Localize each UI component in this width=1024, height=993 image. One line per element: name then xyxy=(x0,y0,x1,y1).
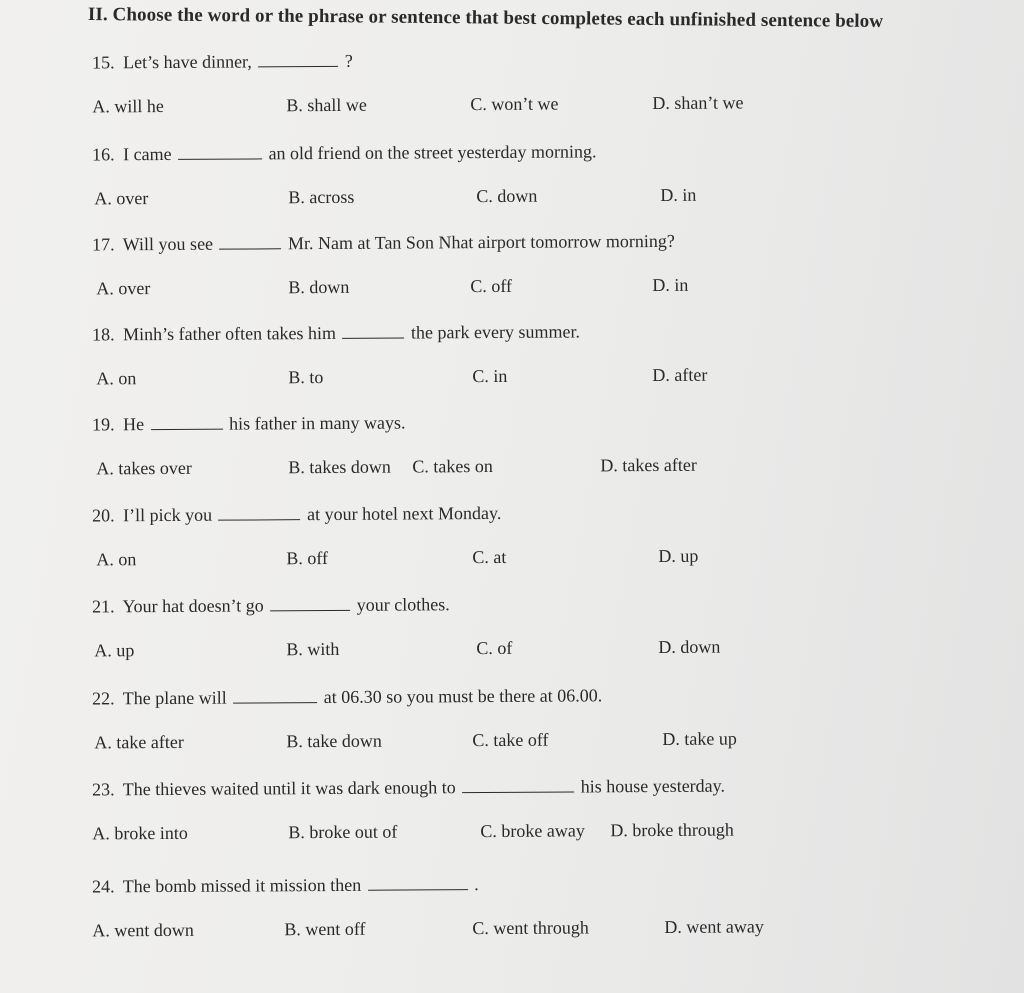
option-b: B. with xyxy=(286,638,340,660)
question-23 xyxy=(0,773,1024,869)
question-number: 18. xyxy=(92,324,115,345)
question-number: 16. xyxy=(92,144,115,165)
answer-blank xyxy=(178,142,262,160)
option-a: A. on xyxy=(96,549,137,570)
option-a: A. take after xyxy=(94,731,184,753)
option-a: A. over xyxy=(96,278,151,299)
option-c: C. of xyxy=(476,637,513,659)
question-20 xyxy=(0,499,1024,595)
option-d: D. takes after xyxy=(600,454,697,476)
question-number: 21. xyxy=(92,596,115,617)
stem-after: his father in many ways. xyxy=(229,412,406,434)
stem-after: ? xyxy=(344,50,353,71)
option-d: D. in xyxy=(660,184,697,205)
stem-after: an old friend on the street yesterday morning. xyxy=(268,141,597,164)
option-a: A. up xyxy=(94,640,135,661)
question-number: 15. xyxy=(92,52,115,73)
option-b: B. take down xyxy=(286,730,382,752)
question-21 xyxy=(0,590,1024,686)
question-number: 17. xyxy=(92,234,115,255)
option-a: A. broke into xyxy=(92,822,188,844)
question-number: 23. xyxy=(92,779,115,800)
question-stem xyxy=(92,502,501,526)
option-b: B. went off xyxy=(284,918,366,940)
option-c: C. went through xyxy=(472,917,589,939)
question-number: 22. xyxy=(92,688,115,709)
question-19 xyxy=(0,408,1024,504)
option-a: A. went down xyxy=(92,919,194,941)
answer-blank xyxy=(368,873,468,891)
stem-before: Minh’s father often takes him xyxy=(123,322,337,345)
stem-before: I’ll pick you xyxy=(123,504,213,526)
question-number: 20. xyxy=(92,505,115,526)
question-number: 19. xyxy=(92,414,115,435)
question-24 xyxy=(0,870,1024,966)
question-stem xyxy=(92,140,597,165)
option-a: A. over xyxy=(94,188,149,209)
answer-blank xyxy=(258,50,338,67)
stem-before: The bomb missed it mission then xyxy=(122,874,362,897)
option-b: B. to xyxy=(288,367,324,388)
option-a: A. takes over xyxy=(96,457,192,479)
question-15 xyxy=(0,46,1024,142)
question-22 xyxy=(0,682,1024,778)
option-c: C. won’t we xyxy=(470,93,559,115)
answer-blank xyxy=(219,232,281,249)
question-18 xyxy=(0,318,1024,414)
option-d: D. take up xyxy=(662,728,737,749)
option-c: C. in xyxy=(472,365,508,387)
stem-after: the park every summer. xyxy=(410,321,581,343)
answer-blank xyxy=(462,775,574,793)
stem-after: at 06.30 so you must be there at 06.00. xyxy=(323,685,603,708)
option-b: B. across xyxy=(288,186,355,208)
question-17 xyxy=(0,228,1024,324)
option-c: C. takes on xyxy=(412,455,493,477)
question-stem xyxy=(92,230,675,256)
question-stem xyxy=(92,593,450,617)
option-b: B. off xyxy=(286,547,329,569)
answer-blank xyxy=(233,686,317,704)
question-16 xyxy=(0,138,1024,234)
option-c: C. take off xyxy=(472,729,549,751)
question-stem xyxy=(92,775,725,801)
answer-blank xyxy=(342,322,404,339)
question-stem xyxy=(92,684,602,709)
stem-before: The thieves waited until it was dark enough to xyxy=(122,777,456,800)
stem-before: The plane will xyxy=(122,687,227,709)
question-stem xyxy=(92,873,479,897)
answer-blank xyxy=(150,413,222,430)
answer-blank xyxy=(270,594,350,611)
stem-before: Your hat doesn’t go xyxy=(122,595,264,617)
option-c: C. off xyxy=(470,275,513,297)
answer-blank xyxy=(218,503,300,521)
option-b: B. takes down xyxy=(288,456,391,478)
option-d: D. broke through xyxy=(610,819,734,841)
option-a: A. on xyxy=(96,368,137,389)
option-b: B. shall we xyxy=(286,94,367,116)
option-a: A. will he xyxy=(92,96,164,117)
stem-after: your clothes. xyxy=(356,594,450,615)
question-stem xyxy=(92,320,580,345)
stem-after: Mr. Nam at Tan Son Nhat airport tomorrow morning? xyxy=(287,230,675,254)
stem-after: at your hotel next Monday. xyxy=(306,502,502,525)
option-c: C. down xyxy=(476,185,538,207)
option-b: B. down xyxy=(288,276,350,298)
question-stem xyxy=(92,50,353,74)
stem-before: Will you see xyxy=(122,233,214,255)
option-d: D. shan’t we xyxy=(652,92,744,114)
stem-before: Let’s have dinner, xyxy=(123,51,252,73)
stem-before: I came xyxy=(123,143,172,165)
stem-after: his house yesterday. xyxy=(580,775,726,797)
option-c: C. broke away xyxy=(480,820,585,842)
option-b: B. broke out of xyxy=(288,821,398,843)
question-stem xyxy=(92,412,406,436)
option-d: D. down xyxy=(658,636,721,657)
question-number: 24. xyxy=(92,876,115,897)
stem-before: He xyxy=(123,414,145,435)
section-title: II. Choose the word or the phrase or sentence that best completes each unfinished sentence below xyxy=(87,4,884,32)
option-d: D. after xyxy=(652,364,708,386)
option-d: D. went away xyxy=(664,916,764,937)
stem-after: . xyxy=(474,874,479,895)
option-d: D. in xyxy=(652,274,689,296)
option-d: D. up xyxy=(658,545,699,566)
option-c: C. at xyxy=(472,546,507,568)
